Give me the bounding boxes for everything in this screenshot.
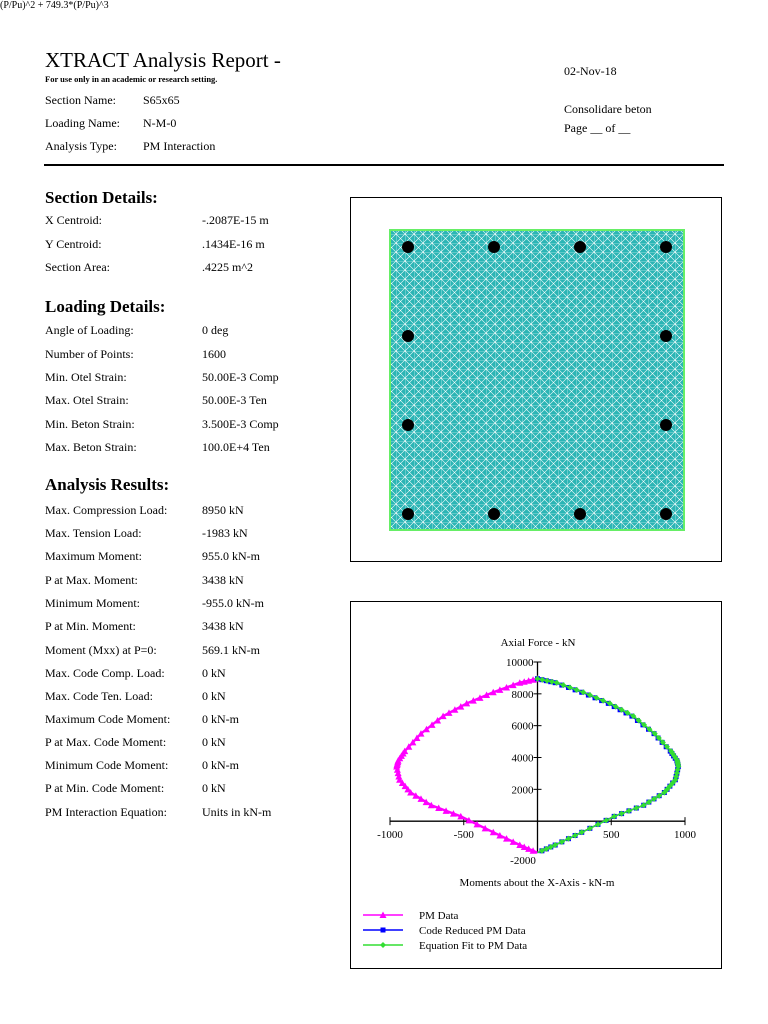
result-row: [45, 735, 345, 751]
result-value: 3438 kN: [202, 573, 244, 587]
chart-legend: [363, 910, 527, 952]
chart-axes: [377, 657, 696, 853]
report-date: 02-Nov-18: [564, 64, 617, 78]
result-value: 0 kN-m: [202, 758, 239, 772]
result-value: 3438 kN: [202, 619, 244, 633]
detail-label: Y Centroid:: [45, 237, 102, 251]
pm-interaction-chart: [351, 602, 721, 968]
detail-row: [45, 417, 345, 433]
pm-chart-panel: [350, 601, 722, 969]
rebar: [660, 508, 672, 520]
detail-row: [45, 213, 345, 229]
detail-label: Angle of Loading:: [45, 323, 134, 337]
detail-value: 0 deg: [202, 323, 229, 337]
rebar: [574, 241, 586, 253]
detail-label: Min. Otel Strain:: [45, 370, 127, 384]
result-row: [45, 666, 345, 682]
detail-row: [45, 393, 345, 409]
cross-section-drawing: [351, 198, 721, 561]
result-row: [45, 503, 345, 519]
x-tick-label: 1000: [674, 829, 696, 842]
y-tick-label: 8000: [511, 688, 534, 701]
series-0: [393, 675, 541, 854]
legend-label: PM Data: [419, 910, 459, 922]
result-value: -1983 kN: [202, 526, 248, 540]
result-value: 0 kN: [202, 735, 226, 749]
result-value: 0 kN: [202, 781, 226, 795]
rebar: [660, 330, 672, 342]
y-tick-label: 10000: [506, 657, 534, 669]
field-value: S65x65: [143, 93, 180, 107]
detail-value: 50.00E-3 Comp: [202, 370, 279, 384]
section-details-heading: Section Details:: [45, 188, 158, 207]
result-value: 955.0 kN-m: [202, 549, 260, 563]
field-label: Loading Name:: [45, 116, 120, 130]
result-value: 569.1 kN-m: [202, 643, 260, 657]
detail-value: -.2087E-15 m: [202, 213, 269, 227]
analysis-results-heading: Analysis Results:: [45, 475, 170, 494]
result-label: Max. Code Comp. Load:: [45, 666, 165, 680]
disclaimer: For use only in an academic or research setting.: [45, 74, 218, 84]
detail-value: 100.0E+4 Ten: [202, 440, 270, 454]
detail-row: [45, 370, 345, 386]
detail-row: [45, 440, 345, 456]
result-label: P at Min. Code Moment:: [45, 781, 165, 795]
series-2: [535, 676, 682, 854]
legend-item: [363, 940, 527, 952]
rebar: [660, 241, 672, 253]
result-value: 8950 kN: [202, 503, 244, 517]
result-label: Moment (Mxx) at P=0:: [45, 643, 157, 657]
result-row: [45, 619, 345, 635]
legend-item: [363, 925, 526, 937]
result-value: 0 kN: [202, 689, 226, 703]
rebar: [402, 508, 414, 520]
organization: Consolidare beton: [564, 102, 652, 116]
detail-label: Min. Beton Strain:: [45, 417, 135, 431]
result-row: [45, 526, 345, 542]
chart-title: Axial Force - kN: [500, 637, 576, 649]
report-title: XTRACT Analysis Report -: [45, 48, 281, 72]
top-formula: (P/Pu)^2 + 749.3*(P/Pu)^3: [0, 0, 109, 11]
rebar: [488, 508, 500, 520]
result-row: [45, 549, 345, 565]
result-value: 0 kN: [202, 666, 226, 680]
detail-value: 1600: [202, 347, 226, 361]
x-axis-label: Moments about the X-Axis - kN-m: [459, 877, 615, 889]
result-row: [45, 596, 345, 612]
x-tick-label: 500: [603, 829, 620, 842]
field-label: Analysis Type:: [45, 139, 117, 153]
detail-label: Max. Beton Strain:: [45, 440, 137, 454]
result-label: Maximum Moment:: [45, 549, 142, 563]
analysis-type-row: [45, 139, 345, 155]
y-tick-label: 2000: [511, 784, 534, 797]
detail-value: 3.500E-3 Comp: [202, 417, 279, 431]
rebar: [574, 508, 586, 520]
y-bottom-label: -2000: [510, 855, 536, 867]
field-label: Section Name:: [45, 93, 116, 107]
result-row: [45, 805, 345, 821]
detail-label: Max. Otel Strain:: [45, 393, 129, 407]
section-figure-panel: [350, 197, 722, 562]
rebar: [402, 419, 414, 431]
field-value: N-M-0: [143, 116, 177, 130]
result-label: P at Min. Moment:: [45, 619, 136, 633]
x-tick-label: -1000: [377, 829, 403, 842]
result-row: [45, 781, 345, 797]
result-label: PM Interaction Equation:: [45, 805, 167, 819]
x-tick-label: -500: [453, 829, 474, 842]
y-tick-label: 6000: [511, 720, 534, 733]
detail-label: Number of Points:: [45, 347, 134, 361]
rebar: [488, 241, 500, 253]
field-value: PM Interaction: [143, 139, 216, 153]
detail-value: .1434E-16 m: [202, 237, 265, 251]
result-label: Max. Tension Load:: [45, 526, 142, 540]
y-tick-label: 4000: [511, 752, 534, 765]
detail-row: [45, 260, 345, 276]
detail-value: 50.00E-3 Ten: [202, 393, 267, 407]
result-row: [45, 712, 345, 728]
detail-value: .4225 m^2: [202, 260, 253, 274]
mesh-overlay: [390, 230, 684, 530]
loading-details-heading: Loading Details:: [45, 297, 166, 316]
result-value: Units in kN-m: [202, 805, 272, 819]
detail-row: [45, 323, 345, 339]
rebar: [402, 330, 414, 342]
result-label: Maximum Code Moment:: [45, 712, 171, 726]
rebar: [660, 419, 672, 431]
data-point: [381, 928, 386, 933]
result-row: [45, 573, 345, 589]
result-label: Minimum Code Moment:: [45, 758, 169, 772]
rebar: [402, 241, 414, 253]
detail-row: [45, 237, 345, 253]
result-value: -955.0 kN-m: [202, 596, 264, 610]
data-point: [380, 942, 386, 948]
legend-label: Equation Fit to PM Data: [419, 940, 528, 952]
result-row: [45, 643, 345, 659]
result-label: Minimum Moment:: [45, 596, 141, 610]
result-row: [45, 758, 345, 774]
header-divider: [44, 164, 724, 166]
legend-label: Code Reduced PM Data: [419, 925, 526, 937]
detail-label: Section Area:: [45, 260, 110, 274]
result-label: P at Max. Moment:: [45, 573, 138, 587]
loading-name-row: [45, 116, 345, 132]
detail-label: X Centroid:: [45, 213, 102, 227]
legend-item: [363, 910, 459, 922]
page-label: Page __ of __: [564, 121, 631, 135]
detail-row: [45, 347, 345, 363]
result-label: Max. Compression Load:: [45, 503, 168, 517]
result-value: 0 kN-m: [202, 712, 239, 726]
result-label: Max. Code Ten. Load:: [45, 689, 153, 703]
section-name-row: [45, 93, 345, 109]
result-row: [45, 689, 345, 705]
result-label: P at Max. Code Moment:: [45, 735, 167, 749]
